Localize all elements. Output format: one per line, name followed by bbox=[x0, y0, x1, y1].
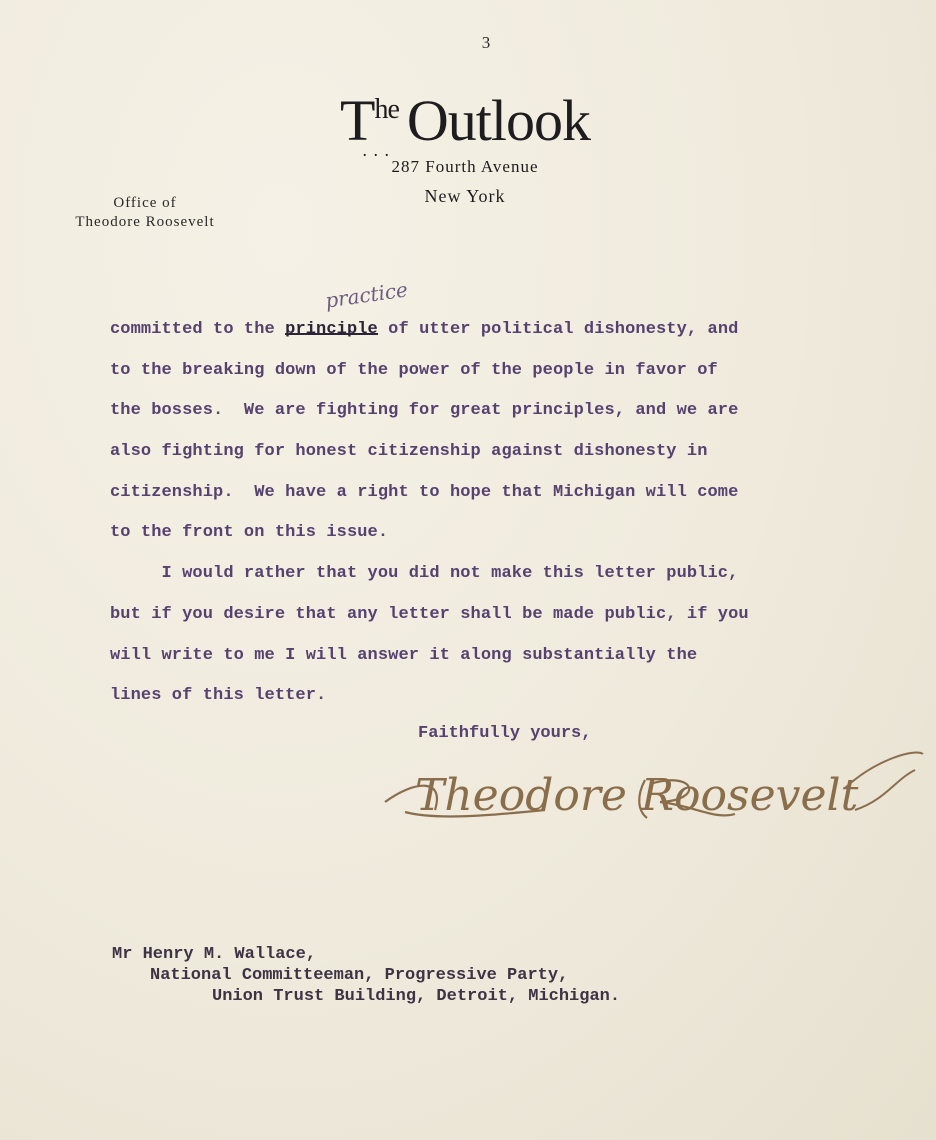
handwritten-correction: practice bbox=[323, 277, 410, 313]
body-line-10: lines of this letter. bbox=[110, 686, 327, 706]
valediction: Faithfully yours, bbox=[418, 724, 592, 743]
publication-address: 287 Fourth Avenue bbox=[391, 157, 539, 176]
signature-image bbox=[375, 740, 930, 840]
body-line-6: to the front on this issue. bbox=[110, 523, 389, 543]
signature-text: Theodore Roosevelt bbox=[415, 770, 859, 821]
office-line-1: Office of bbox=[113, 195, 177, 211]
body-line-9: will write to me I will answer it along substantially the bbox=[110, 645, 698, 665]
title-outlook: Outlook bbox=[406, 88, 590, 153]
page-number: 3 bbox=[481, 33, 491, 52]
body-line-5: citizenship. We have a right to hope that Michigan will come bbox=[110, 482, 739, 502]
title-the-he: $^{he}$ . . . bbox=[374, 94, 398, 125]
body-line-8: but if you desire that any letter shall be made public, if you bbox=[110, 604, 749, 624]
body-line-1-after: of utter political dishonesty, and bbox=[377, 320, 739, 339]
body-line-1-before: committed to the bbox=[110, 320, 286, 339]
recipient-name: Mr Henry M. Wallace, bbox=[112, 945, 317, 964]
office-heading bbox=[40, 194, 250, 232]
body-line-4: also fighting for honest citizenship against dishonesty in bbox=[110, 442, 708, 462]
letter-body bbox=[110, 316, 900, 723]
body-line-2: to the breaking down of the power of the people in favor of bbox=[110, 360, 718, 380]
struck-word: principle bbox=[285, 320, 378, 339]
letterhead bbox=[300, 78, 630, 211]
body-line-7: I would rather that you did not make this letter public, bbox=[110, 564, 739, 584]
recipient-street: Union Trust Building, Detroit, Michigan. bbox=[212, 987, 621, 1006]
title-the-t: T bbox=[340, 88, 375, 153]
recipient-address bbox=[112, 944, 620, 1007]
body-line-1 bbox=[110, 316, 900, 357]
body-line-3: the bosses. We are fighting for great principles, and we are bbox=[110, 401, 739, 421]
recipient-title: National Committeeman, Progressive Party, bbox=[150, 966, 569, 985]
office-line-2: Theodore Roosevelt bbox=[75, 214, 215, 230]
publication-title bbox=[300, 78, 630, 153]
publication-city: New York bbox=[424, 186, 506, 206]
